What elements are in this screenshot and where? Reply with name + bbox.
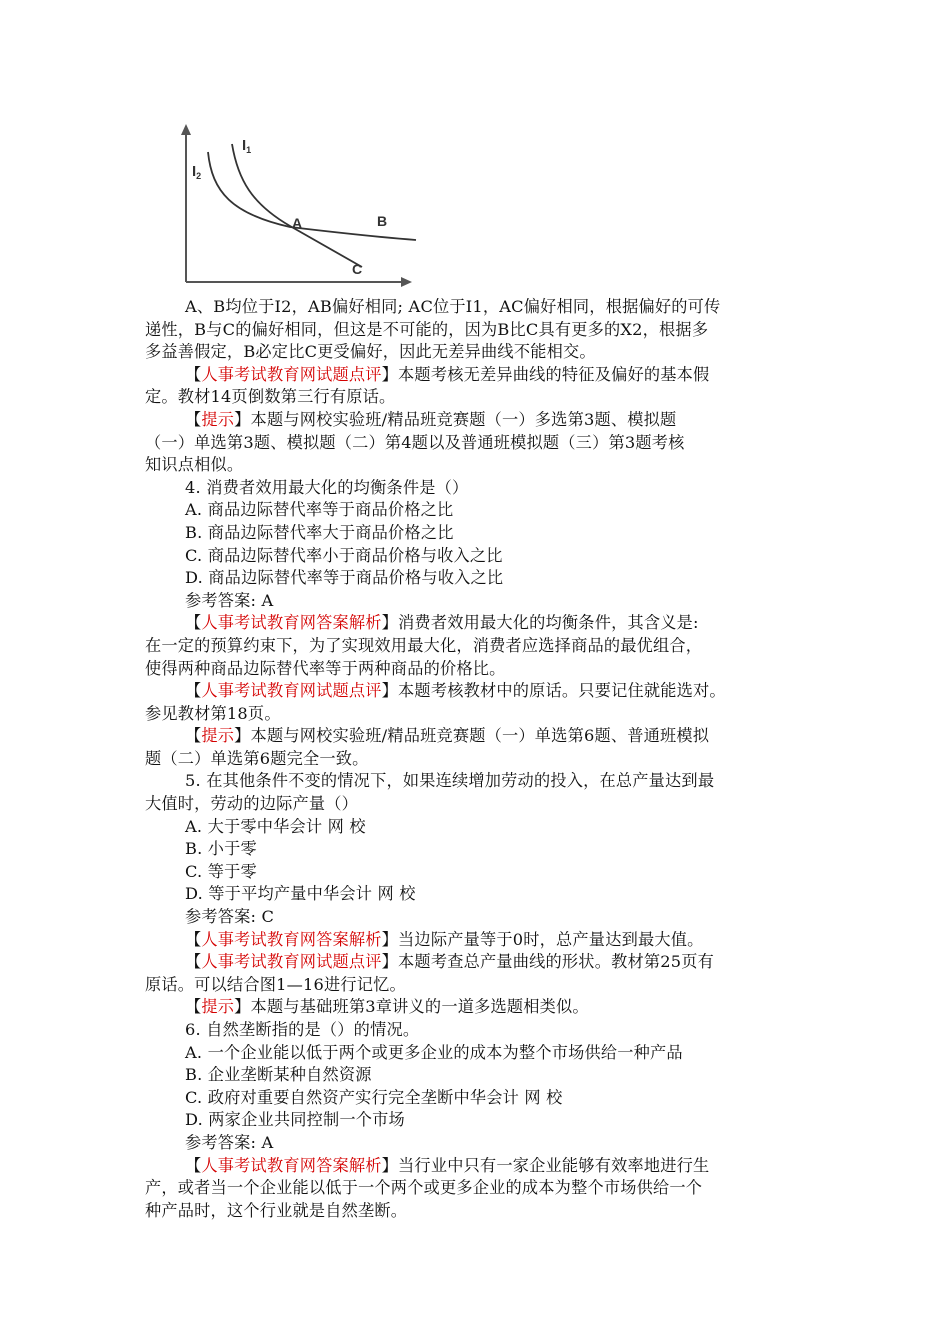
highlight-label: 人事考试教育网试题点评 — [201, 952, 382, 972]
text-line — [145, 499, 825, 522]
text-line — [145, 906, 825, 929]
text-segment: 递性，B与C的偏好相同，但这是不可能的，因为B比C具有更多的X2，根据多 — [145, 319, 709, 339]
text-segment: D. 等于平均产量中华会计 网 校 — [185, 884, 416, 904]
text-line — [145, 680, 825, 703]
text-segment: 【 — [185, 726, 202, 746]
text-segment: 【 — [185, 364, 202, 384]
text-segment: 【 — [185, 997, 202, 1017]
text-line — [145, 1042, 825, 1065]
text-line — [145, 590, 825, 613]
paragraph — [145, 1042, 825, 1065]
text-line — [145, 1064, 825, 1087]
text-line — [145, 1109, 825, 1132]
paragraph — [145, 1087, 825, 1110]
text-line — [145, 364, 825, 387]
paragraph — [145, 929, 825, 952]
text-segment: 】当边际产量等于0时，总产量达到最大值。 — [381, 929, 704, 949]
paragraph — [145, 861, 825, 884]
text-segment: A、B均位于I2，AB偏好相同; AC位于I1，AC偏好相同，根据偏好的可传 — [185, 297, 721, 316]
text-segment: 】本题与基础班第3章讲义的一道多选题相类似。 — [234, 997, 589, 1017]
text-segment: 【 — [185, 613, 202, 633]
text-line — [145, 951, 825, 974]
indifference-curve-figure — [172, 122, 422, 292]
text-line — [145, 1200, 825, 1223]
text-segment: 】当行业中只有一家企业能够有效率地进行生 — [381, 1155, 710, 1175]
x-axis-arrow — [401, 277, 412, 287]
text-line — [145, 296, 825, 319]
text-line — [145, 883, 825, 906]
text-line — [145, 341, 825, 364]
paragraph — [145, 1019, 825, 1042]
text-segment: 产，或者当一个企业能以低于一个两个或更多企业的成本为整个市场供给一个 — [145, 1178, 703, 1198]
text-segment: B. 商品边际替代率大于商品价格之比 — [185, 522, 454, 542]
text-segment: 知识点相似。 — [145, 455, 244, 475]
highlight-label: 提示 — [201, 997, 235, 1017]
text-segment: 【 — [185, 1155, 202, 1175]
text-segment: 】本题考核无差异曲线的特征及偏好的基本假 — [381, 364, 710, 384]
highlight-label: 人事考试教育网试题点评 — [201, 681, 382, 701]
text-segment: A. 大于零中华会计 网 校 — [185, 816, 366, 836]
text-segment: （一）单选第3题、模拟题（二）第4题以及普通班模拟题（三）第3题考核 — [145, 432, 685, 452]
text-line — [145, 1087, 825, 1110]
y-axis-arrow — [181, 124, 191, 135]
text-segment: 大值时，劳动的边际产量（） — [145, 794, 359, 814]
paragraph — [145, 522, 825, 545]
paragraph — [145, 1109, 825, 1132]
text-line — [145, 386, 825, 409]
text-line — [145, 409, 825, 432]
text-line — [145, 816, 825, 839]
text-line — [145, 929, 825, 952]
text-segment: B. 小于零 — [185, 839, 257, 859]
paragraph — [145, 996, 825, 1019]
paragraph — [145, 1064, 825, 1087]
text-segment: 使得两种商品边际替代率等于两种商品的价格比。 — [145, 658, 506, 678]
text-line — [145, 612, 825, 635]
paragraph — [145, 499, 825, 522]
paragraph — [145, 364, 825, 409]
text-segment: 【 — [185, 929, 202, 949]
paragraph — [145, 1155, 825, 1223]
paragraph — [145, 816, 825, 839]
text-segment: A. 一个企业能以低于两个或更多企业的成本为整个市场供给一种产品 — [185, 1042, 683, 1062]
highlight-label: 人事考试教育网答案解析 — [201, 929, 382, 949]
text-line — [145, 838, 825, 861]
text-line — [145, 996, 825, 1019]
text-segment: 原话。可以结合图1—16进行记忆。 — [145, 974, 406, 994]
text-segment: 【 — [185, 952, 202, 972]
text-segment: 【 — [185, 681, 202, 701]
text-segment: 6. 自然垄断指的是（）的情况。 — [185, 1020, 420, 1039]
text-line — [145, 454, 825, 477]
text-segment: 参考答案: A — [185, 590, 274, 610]
text-line — [145, 658, 825, 681]
text-line — [145, 974, 825, 997]
text-segment: 5. 在其他条件不变的情况下，如果连续增加劳动的投入，在总产量达到最 — [185, 771, 715, 791]
text-line — [145, 319, 825, 342]
text-segment: 定。教材14页倒数第三行有原话。 — [145, 387, 396, 407]
text-segment: 4. 消费者效用最大化的均衡条件是（） — [185, 477, 469, 497]
paragraph — [145, 680, 825, 725]
text-segment: 】本题与网校实验班/精品班竞赛题（一）单选第6题、普通班模拟 — [234, 726, 710, 746]
paragraph — [145, 409, 825, 477]
label-point-c: C — [352, 261, 363, 277]
text-segment: 参考答案: A — [185, 1132, 274, 1152]
text-line — [145, 748, 825, 771]
text-segment: 】本题考查总产量曲线的形状。教材第25页有 — [381, 952, 715, 972]
text-segment: C. 政府对重要自然资产实行完全垄断中华会计 网 校 — [185, 1087, 563, 1107]
paragraph — [145, 590, 825, 613]
text-segment: 种产品时，这个行业就是自然垄断。 — [145, 1200, 408, 1220]
label-i2: $I_2$ — [192, 163, 202, 181]
text-segment: A. 商品边际替代率等于商品价格之比 — [185, 500, 454, 520]
paragraph — [145, 725, 825, 770]
text-segment: 参考答案: C — [185, 907, 275, 927]
paragraph — [145, 951, 825, 996]
text-segment: 参见教材第18页。 — [145, 703, 281, 723]
text-line — [145, 703, 825, 726]
text-segment: B. 企业垄断某种自然资源 — [185, 1065, 372, 1085]
label-point-b: B — [377, 213, 388, 229]
text-line — [145, 477, 825, 500]
document-body — [145, 296, 825, 1222]
text-segment: C. 商品边际替代率小于商品价格与收入之比 — [185, 545, 503, 565]
text-segment: 在一定的预算约束下，为了实现效用最大化，消费者应选择商品的最优组合， — [145, 635, 703, 655]
text-segment: D. 两家企业共同控制一个市场 — [185, 1110, 405, 1130]
paragraph — [145, 296, 825, 364]
text-segment: 】本题考核教材中的原话。只要记住就能选对。 — [381, 681, 726, 701]
text-segment: D. 商品边际替代率等于商品价格与收入之比 — [185, 568, 504, 588]
text-line — [145, 545, 825, 568]
highlight-label: 人事考试教育网答案解析 — [201, 1155, 382, 1175]
paragraph — [145, 477, 825, 500]
paragraph — [145, 1132, 825, 1155]
paragraph — [145, 906, 825, 929]
text-segment: 多益善假定，B必定比C更受偏好，因此无差异曲线不能相交。 — [145, 342, 596, 362]
text-line — [145, 522, 825, 545]
paragraph — [145, 883, 825, 906]
text-line — [145, 1155, 825, 1178]
text-segment: 】消费者效用最大化的均衡条件，其含义是: — [381, 613, 699, 633]
text-line — [145, 770, 825, 793]
indifference-curve-svg — [172, 122, 422, 292]
text-segment: 【 — [185, 409, 202, 429]
text-line — [145, 1019, 825, 1042]
text-line — [145, 861, 825, 884]
paragraph — [145, 612, 825, 680]
text-segment: 题（二）单选第6题完全一致。 — [145, 748, 369, 768]
text-line — [145, 725, 825, 748]
label-point-a: A — [292, 215, 303, 231]
paragraph — [145, 838, 825, 861]
label-i1: $I_1$ — [242, 137, 252, 155]
highlight-label: 人事考试教育网答案解析 — [201, 613, 382, 633]
text-line — [145, 1132, 825, 1155]
text-segment: C. 等于零 — [185, 861, 257, 881]
paragraph — [145, 770, 825, 815]
text-line — [145, 432, 825, 455]
text-line — [145, 1177, 825, 1200]
text-line — [145, 567, 825, 590]
highlight-label: 提示 — [201, 726, 235, 746]
highlight-label: 人事考试教育网试题点评 — [201, 364, 382, 384]
text-line — [145, 793, 825, 816]
curve-i1 — [232, 144, 362, 267]
paragraph — [145, 545, 825, 568]
highlight-label: 提示 — [201, 409, 235, 429]
paragraph — [145, 567, 825, 590]
text-line — [145, 635, 825, 658]
text-segment: 】本题与网校实验班/精品班竞赛题（一）多选第3题、模拟题 — [234, 409, 677, 429]
